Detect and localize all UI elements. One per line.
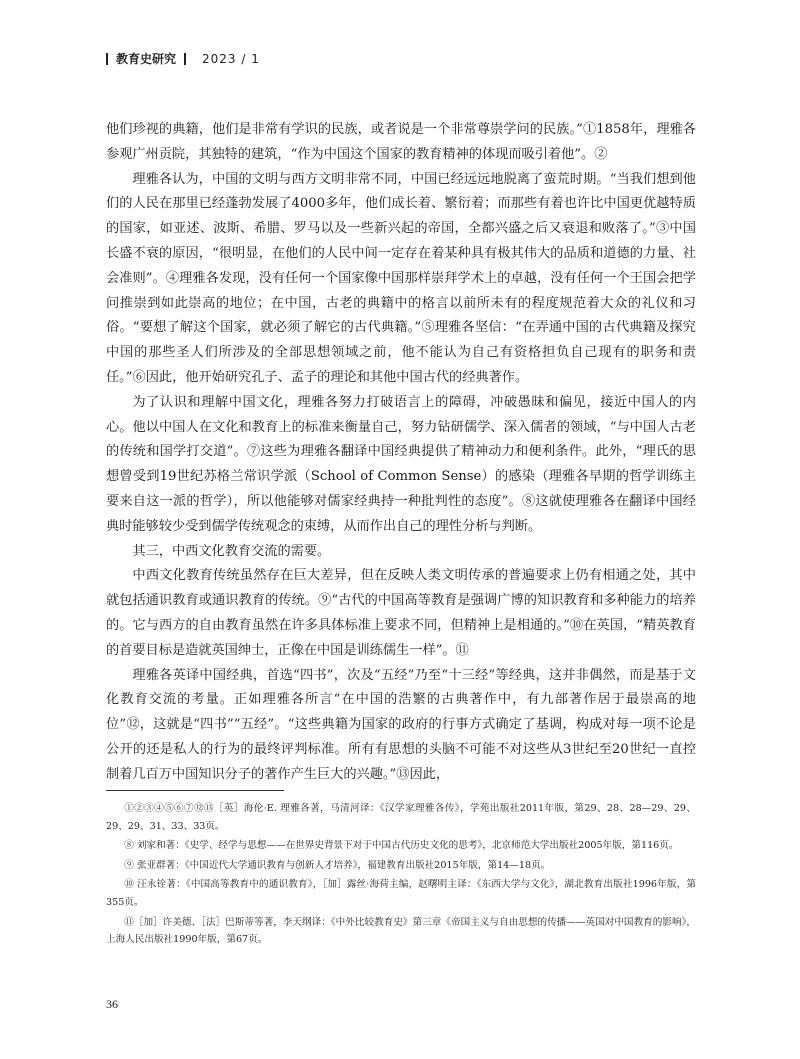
main-text [106,118,696,788]
section-heading: 其三，中西文化教育交流的需要。 [132,543,331,559]
footnote: ⑩ 汪永铨著：《中国高等教育中的通识教育》，［加］露丝·海荷主编，赵曙明主译：《东西大学与文化》，湖北教育出版社1996年版，第355页。 [106,879,696,908]
footnote: ①②③④⑤⑥⑦⑫⑬［英］海伦·E. 理雅各著，马清河译：《汉学家理雅各传》，学苑出版社2011年版，第29、28、28—29、29、29、29、31、33、33页。 [106,803,696,832]
footnote: ⑨ 张亚群著：《中国近代大学通识教育与创新人才培养》，福建教育出版社2015年版，第14—18页。 [124,859,551,871]
footnote-rule [106,790,284,791]
journal-title: 教育史研究 [116,52,177,66]
running-header [106,50,260,67]
footnote: ⑧ 刘家和著：《史学、经学与思想——在世界史背景下对于中国古代历史文化的思考》，北京师范大学出版社2005年版，第116页。 [124,840,679,852]
footnotes [106,800,696,951]
paragraph: 理雅各认为，中国的文明与西方文明非常不同，中国已经远远地脱离了蛮荒时期。“当我们想到他们的人民在那里已经蓬勃发展了4000多年，他们成长着、繁衍着；而那些有着也许比中国更优越特质的国家，如亚述、波斯、希腊、罗马以及一些新兴起的帝国，全都兴盛之后又衰退和败落了。”③中国长盛不衰的原因，“很明显，在他们的人民中间一定存在着某种具有极其伟大的品质和道德的力量、社会准则”。④理雅各发现，没有任何一个国家像中国那样崇拜学术上的卓越，没有任何一个王国会把学问推崇到如此崇高的地位；在中国，古老的典籍中的格言以前所未有的程度规范着大众的礼仪和习俗。“要想了解这个国家，就必须了解它的古代典籍。”⑤理雅各坚信：“在弄通中国的古代典籍及探究中国的那些圣人们所涉及的全部思想领域之前，他不能认为自己有资格担负自己现有的职务和责任。”⑥因此，他开始研究孔子、孟子的理论和其他中国古代的经典著作。 [106,171,696,385]
paragraph: 为了认识和理解中国文化，理雅各努力打破语言上的障碍，冲破愚昧和偏见，接近中国人的内心。他以中国人在文化和教育上的标准来衡量自己，努力钻研儒学、深入儒者的领域，“与中国人古老的传统和国学打交道”。⑦这些为理雅各翻译中国经典提供了精神动力和便利条件。此外，“理氏的思想曾受到19世纪苏格兰常识学派（School of Common Sense）的感染（理雅各早期的哲学训练主要来自这一派的哲学），所以他能够对儒家经典持一种批判性的态度”。⑧这就使理雅各在翻译中国经典时能够较少受到儒学传统观念的束缚，从而作出自己的理性分析与判断。 [106,394,696,534]
issue-number: 2023 / 1 [202,51,260,66]
page-number: 36 [106,997,118,1011]
paragraph: 他们珍视的典籍，他们是非常有学识的民族，或者说是一个非常尊崇学问的民族。”①1858年，理雅各参观广州贡院，其独特的建筑，“作为中国这个国家的教育精神的体现而吸引着他”。② [106,122,696,162]
header-divider [184,53,186,65]
paragraph: 理雅各英译中国经典，首选“四书”，次及“五经”乃至“十三经”等经典，这并非偶然，而是基于文化教育交流的考量。正如理雅各所言“在中国的浩繁的古典著作中，有九部著作居于最崇高的地位”⑫，这就是“四书”“五经”。“这些典籍为国家的政府的行事方式确定了基调，构成对每一项不论是公开的还是私人的行为的最终评判标准。所有有思想的头脑不可能不对这些从3世纪至20世纪一直控制着几百万中国知识分子的著作产生巨大的兴趣。”⑬因此， [106,667,696,782]
header-divider [106,53,108,65]
footnote: ⑪［加］许美德、［法］巴斯蒂等著，李天纲译：《中外比较教育史》第三章《帝国主义与自由思想的传播——英国对中国教育的影响》，上海人民出版社1990年版，第67页。 [106,916,696,946]
paragraph: 中西文化教育传统虽然存在巨大差异，但在反映人类文明传承的普遍要求上仍有相通之处，其中就包括通识教育或通识教育的传统。⑨“古代的中国高等教育是强调广博的知识教育和多种能力的培养的。它与西方的自由教育虽然在许多具体标准上要求不同，但精神上是相通的。”⑩在英国，“精英教育的首要目标是造就英国绅士，正像在中国是训练儒生一样”。⑪ [106,568,696,658]
